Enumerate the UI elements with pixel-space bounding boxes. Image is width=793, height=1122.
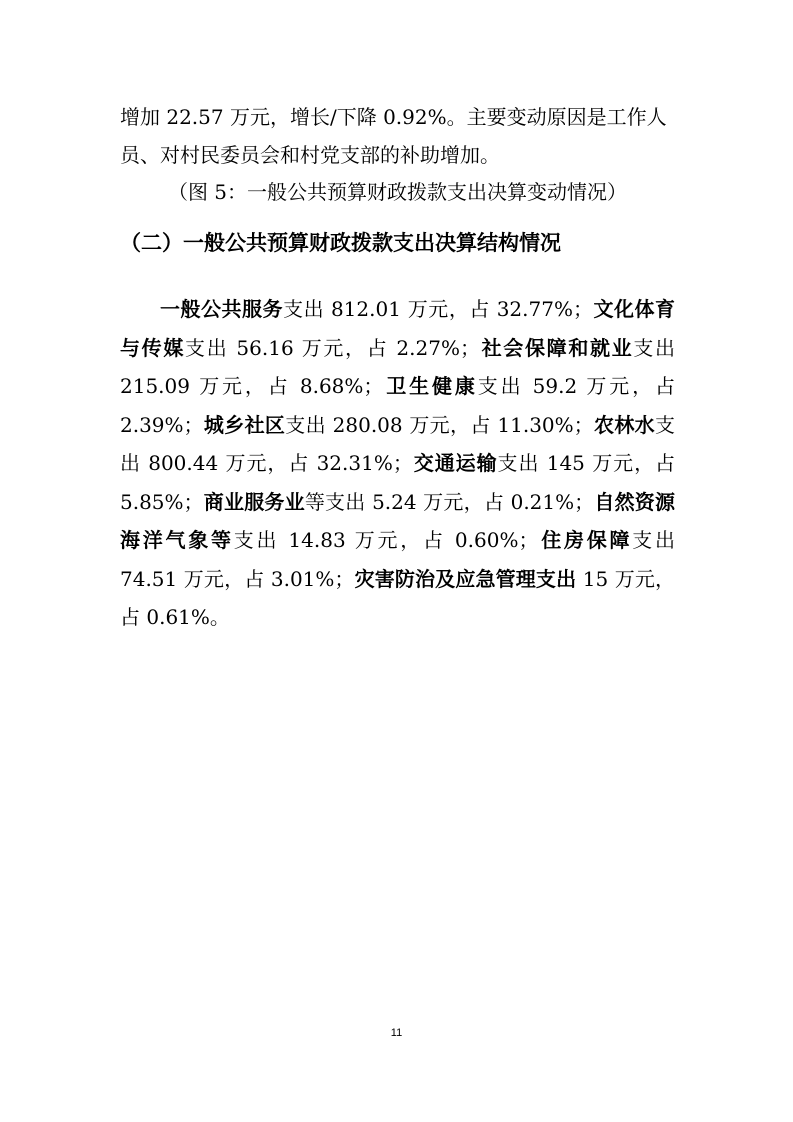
structure-item: [204, 490, 595, 514]
structure-text: 支出 74.51 万元，占 3.01%；: [120, 528, 675, 591]
structure-category: 一般公共服务: [160, 297, 284, 321]
structure-text: 支出 812.01 万元，占 32.77%；: [283, 297, 593, 321]
structure-text: 支出 14.83 万元，占 0.60%；: [233, 528, 539, 552]
section-heading: （二）一般公共预算财政拨款支出决算结构情况: [120, 231, 561, 255]
intro-line-1: 增加 22.57 万元，增长/下降 0.92%。主要变动原因是工作人: [120, 105, 667, 129]
intro-line-2: 员、对村民委员会和村党支部的补助增加。: [120, 143, 500, 167]
structure-text: 15 万元，占 0.61%。: [120, 566, 676, 629]
structure-category: 住房保障: [538, 528, 633, 552]
structure-text: 支出 280.08 万元，占 11.30%；: [285, 412, 594, 437]
structure-category: 农林水: [593, 412, 656, 437]
page-number: 11: [390, 1027, 403, 1039]
structure-category: 交通运输: [412, 451, 498, 475]
structure-item: [160, 297, 593, 321]
structure-text: 支出 145 万元，占 5.85%；: [120, 451, 676, 514]
structure-paragraph: [120, 290, 675, 637]
structure-category: 文化体育与传媒: [120, 297, 676, 360]
structure-category: 自然资源海洋气象等: [120, 489, 676, 552]
structure-text: 支出 56.16 万元，占 2.27%；: [185, 335, 480, 360]
structure-item: [204, 413, 594, 437]
structure-category: 卫生健康: [383, 374, 478, 398]
structure-text: 支出 59.2 万元，占 2.39%；: [120, 374, 675, 437]
structure-category: 城乡社区: [203, 412, 286, 437]
structure-text: 等支出 5.24 万元，占 0.21%；: [304, 489, 595, 514]
structure-text: 支出 800.44 万元，占 32.31%；: [120, 412, 676, 475]
structure-category: 社会保障和就业: [479, 335, 634, 360]
structure-category: 灾害防治及应急管理支出: [354, 566, 577, 591]
figure-caption: （图 5：一般公共预算财政拨款支出决算变动情况）: [167, 180, 628, 204]
structure-text: 支出 215.09 万元，占 8.68%；: [120, 335, 676, 398]
structure-category: 商业服务业: [203, 489, 305, 514]
